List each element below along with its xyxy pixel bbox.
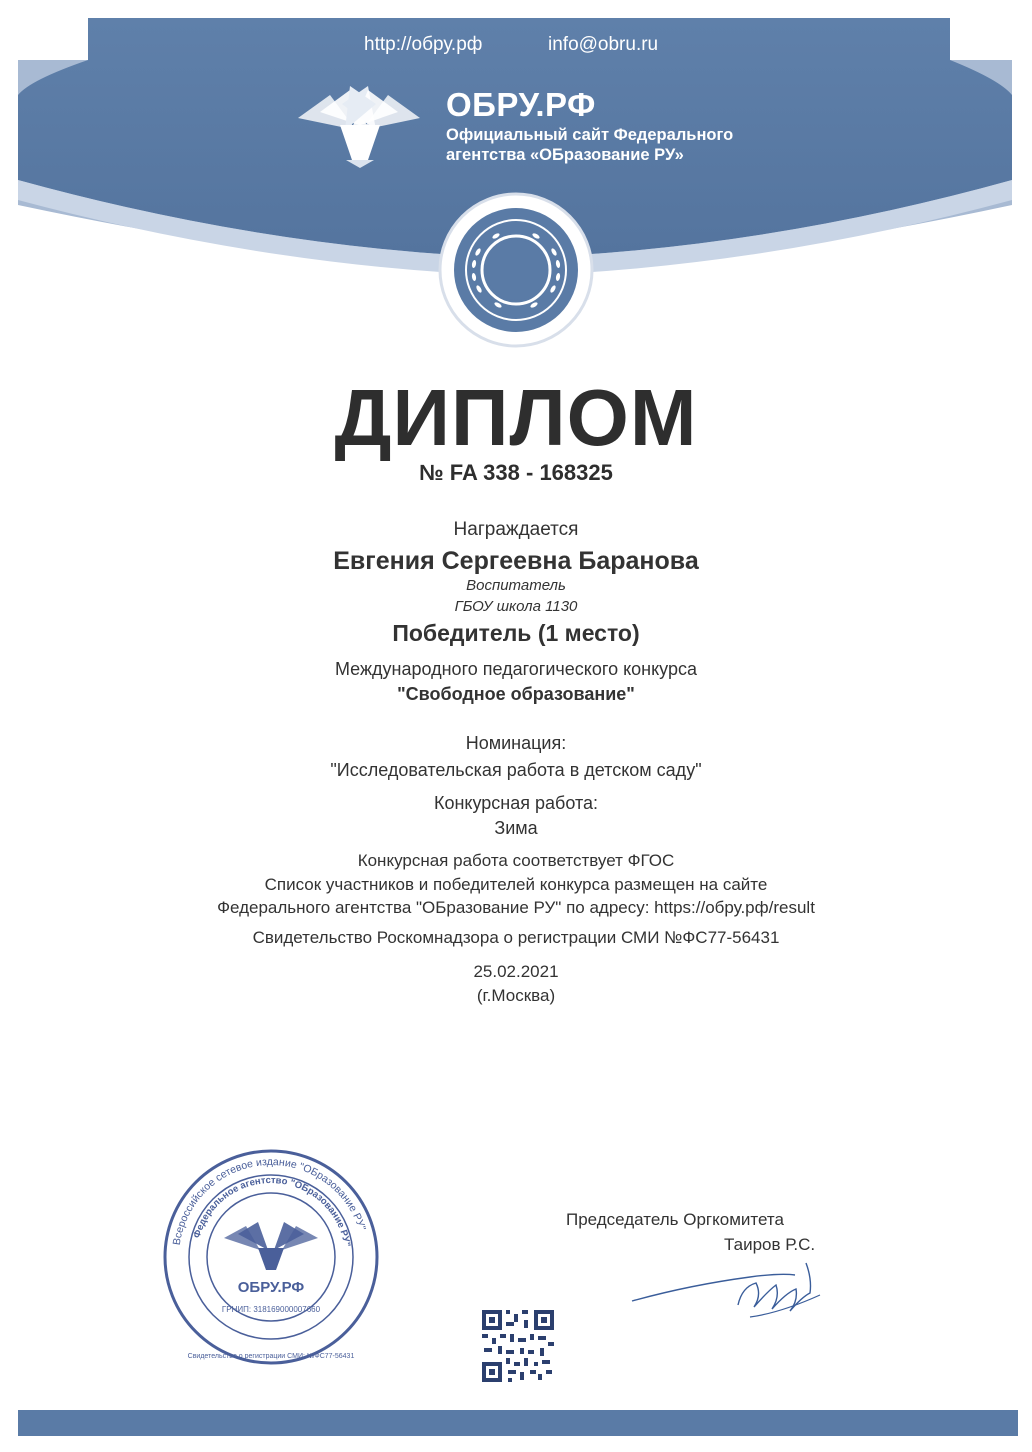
issue-date: 25.02.2021 <box>473 962 559 981</box>
stamp-grnip: ГРНИП: 318169000007660 <box>221 1305 321 1314</box>
email-link[interactable]: info@obru.ru <box>548 34 659 55</box>
qr-code[interactable] <box>480 1308 556 1384</box>
recipient-name: Евгения Сергеевна Баранова <box>333 547 699 575</box>
stamp-outer-text: Всероссийское сетевое издание "ОБразование РУ" <box>170 1155 368 1246</box>
site-url-link[interactable]: http://обру.рф <box>364 34 483 55</box>
nomination-value: "Исследовательская работа в детском саду" <box>330 760 702 780</box>
recipient-position: Воспитатель <box>466 577 566 594</box>
brand-subtitle-line2: агентства «ОБразование РУ» <box>446 146 684 164</box>
stamp-logo-icon <box>224 1222 318 1270</box>
signature-name: Таиров Р.С. <box>724 1235 816 1254</box>
recipient-organization: ГБОУ школа 1130 <box>454 598 578 615</box>
nomination-label: Номинация: <box>465 733 567 753</box>
list-note-line2: Федерального агентства "ОБразование РУ" по адресу: https://обру.рф/result <box>217 898 815 917</box>
signature-role: Председатель Оргкомитета <box>566 1210 784 1229</box>
work-title: Зима <box>494 818 538 838</box>
brand-name: ОБРУ.РФ <box>446 86 596 123</box>
contest-name: "Свободное образование" <box>397 684 635 704</box>
stamp-smi-text: Свидетельство о регистрации СМИ: №ФС77-56431 <box>187 1353 355 1360</box>
list-note-line1: Список участников и победителей конкурса размещен на сайте <box>264 875 768 894</box>
emblem-seal <box>440 194 592 346</box>
header-background <box>0 0 1032 360</box>
diploma-title: ДИПЛОМ <box>334 373 698 462</box>
stamp-inner-text: Федеральное агентство "ОБразование РУ" <box>191 1174 353 1248</box>
stamp-logo-text: ОБРУ.РФ <box>237 1279 305 1296</box>
award-place: Победитель (1 место) <box>392 620 640 646</box>
handwritten-signature <box>630 1255 830 1335</box>
brand-subtitle <box>446 125 776 165</box>
awarded-label: Награждается <box>453 519 579 540</box>
issue-city: (г.Москва) <box>476 986 556 1005</box>
fgos-note: Конкурсная работа соответствует ФГОС <box>357 851 675 870</box>
footer-bar <box>18 1410 1018 1436</box>
work-label: Конкурсная работа: <box>433 793 599 813</box>
contest-type: Международного педагогического конкурса <box>334 659 698 679</box>
brand-subtitle-line1: Официальный сайт Федерального <box>446 126 734 144</box>
smi-registration-note: Свидетельство Роскомнадзора о регистрации СМИ №ФС77-56431 <box>252 928 780 947</box>
diploma-number: № FA 338 - 168325 <box>419 460 613 485</box>
official-stamp <box>160 1146 382 1368</box>
